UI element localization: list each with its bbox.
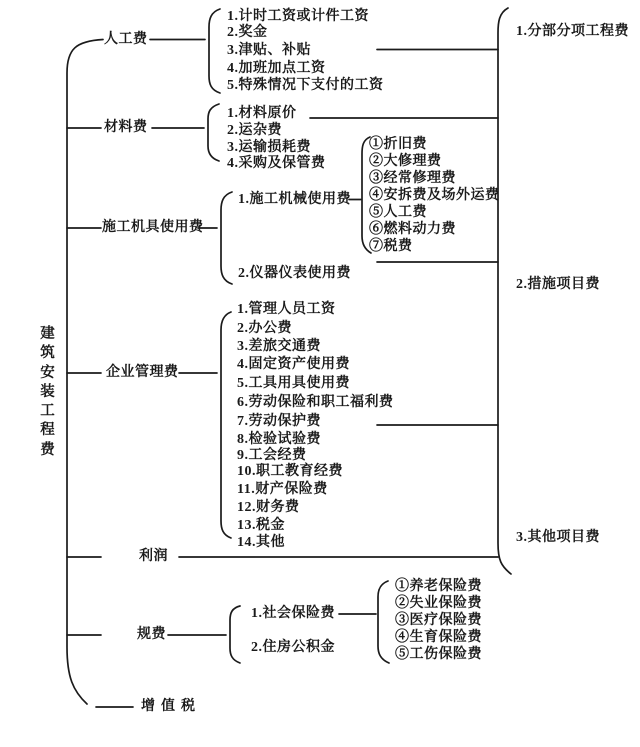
fees-item: 1.社会保险费 — [251, 606, 335, 621]
machine-sub-item: ④安拆费及场外运费 — [369, 188, 500, 203]
social-sub-item: ②失业保险费 — [395, 596, 482, 611]
labor-brace — [209, 9, 220, 93]
category-label-labor: 人工费 — [104, 32, 148, 47]
fees-item: 2.住房公积金 — [251, 640, 335, 655]
social-sub-brace — [378, 581, 389, 663]
category-label-profit: 利润 — [139, 549, 168, 564]
machinery-item: 2.仪器仪表使用费 — [238, 266, 351, 281]
management-item: 8.检验试验费 — [237, 432, 321, 447]
management-item: 9.工会经费 — [237, 448, 307, 463]
labor-item: 3.津贴、补贴 — [227, 43, 311, 58]
management-brace — [221, 312, 231, 538]
material-item: 2.运杂费 — [227, 123, 282, 138]
labor-item: 2.奖金 — [227, 25, 268, 40]
machine-sub-item: ①折旧费 — [369, 137, 427, 152]
management-item: 14.其他 — [237, 535, 285, 550]
right-group-label: 1.分部分项工程费 — [516, 24, 629, 39]
machine-sub-item: ③经常修理费 — [369, 171, 456, 186]
management-item: 6.劳动保险和职工福利费 — [237, 395, 394, 410]
left-main-brace — [67, 40, 103, 705]
social-sub-item: ①养老保险费 — [395, 579, 482, 594]
machine-sub-item: ②大修理费 — [369, 154, 442, 169]
material-item: 1.材料原价 — [227, 106, 297, 121]
labor-item: 1.计时工资或计件工资 — [227, 9, 369, 24]
material-item: 4.采购及保管费 — [227, 156, 326, 171]
machine-sub-item: ⑦税费 — [369, 239, 413, 254]
social-sub-item: ④生育保险费 — [395, 630, 482, 645]
machine-sub-item: ⑤人工费 — [369, 205, 427, 220]
category-label-management: 企业管理费 — [106, 365, 179, 380]
right-main-brace — [498, 8, 511, 574]
management-item: 12.财务费 — [237, 500, 300, 515]
fees-brace — [230, 606, 240, 663]
material-item: 3.运输损耗费 — [227, 140, 311, 155]
management-item: 10.职工教育经费 — [237, 464, 343, 479]
management-item: 5.工具用具使用费 — [237, 376, 350, 391]
management-item: 4.固定资产使用费 — [237, 357, 350, 372]
labor-item: 4.加班加点工资 — [227, 61, 326, 76]
category-label-machinery: 施工机具使用费 — [102, 220, 204, 235]
labor-item: 5.特殊情况下支付的工资 — [227, 78, 384, 93]
category-label-material: 材料费 — [104, 120, 148, 135]
machinery-brace — [221, 192, 232, 284]
right-group-label: 3.其他项目费 — [516, 530, 600, 545]
machine-sub-item: ⑥燃料动力费 — [369, 222, 456, 237]
category-label-fees: 规费 — [137, 627, 166, 642]
management-item: 1.管理人员工资 — [237, 302, 336, 317]
management-item: 13.税金 — [237, 518, 285, 533]
management-item: 3.差旅交通费 — [237, 339, 321, 354]
material-brace — [208, 104, 219, 161]
machinery-item: 1.施工机械使用费 — [238, 192, 351, 207]
management-item: 2.办公费 — [237, 321, 292, 336]
social-sub-item: ⑤工伤保险费 — [395, 647, 482, 662]
root-label: 建筑安装工程费 — [40, 326, 55, 458]
right-group-label: 2.措施项目费 — [516, 277, 600, 292]
social-sub-item: ③医疗保险费 — [395, 613, 482, 628]
category-label-vat: 增值税 — [141, 699, 201, 714]
management-item: 7.劳动保护费 — [237, 414, 321, 429]
management-item: 11.财产保险费 — [237, 482, 328, 497]
